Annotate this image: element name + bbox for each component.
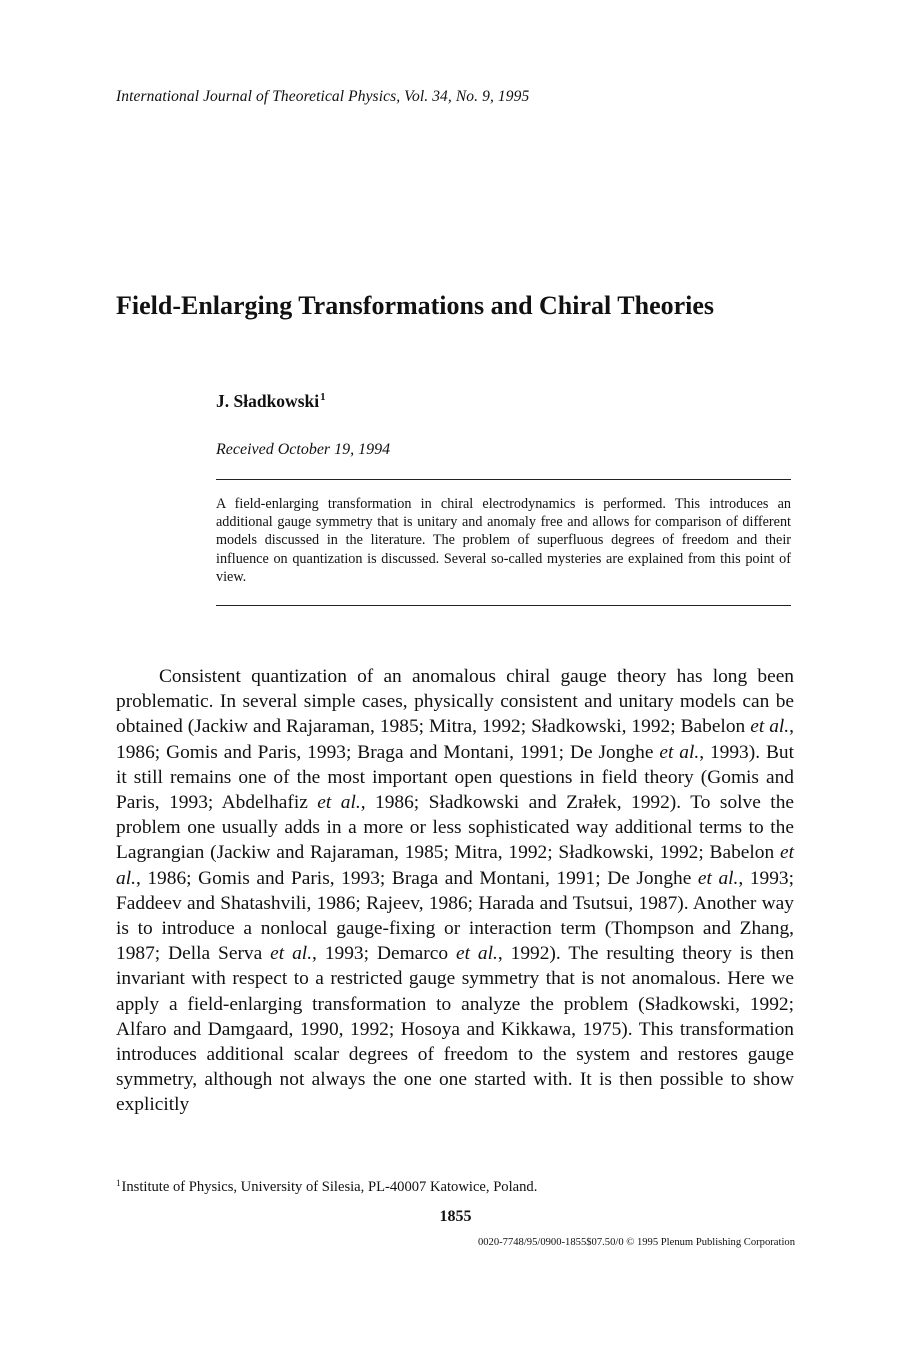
body-italic-segment: et al. bbox=[317, 792, 361, 814]
received-date: Received October 19, 1994 bbox=[216, 441, 391, 458]
author bbox=[216, 391, 326, 412]
footnote-mark: 1 bbox=[116, 1178, 121, 1188]
abstract-top-rule bbox=[216, 479, 791, 480]
body-italic-segment: et al. bbox=[697, 867, 739, 889]
paper-title: Field-Enlarging Transformations and Chiral Theories bbox=[116, 291, 715, 320]
journal-citation: International Journal of Theoretical Physics, Vol. 34, No. 9, 1995 bbox=[116, 88, 530, 105]
footnote bbox=[116, 1178, 537, 1196]
body-text-segment: , 1986; Gomis and Paris, 1993; Braga and Montani, 1991; De Jonghe bbox=[116, 716, 794, 763]
abstract-bottom-rule bbox=[216, 605, 791, 606]
body-text-segment: , 1993; Faddeev and Shatashvili, 1986; Rajeev, 1986; Harada and Tsutsui, 1987). Another way is to introduce a nonlocal gauge-fixing or interaction term (Thompson and Zhang, 1987; Della Serva bbox=[116, 867, 794, 965]
author-name: J. Sładkowski bbox=[216, 391, 320, 411]
body-italic-segment: et al. bbox=[116, 842, 794, 889]
body-text-segment: , 1993). But it still remains one of the most important open questions in field theory (Gomis and Paris, 1993; Abdelhafiz bbox=[116, 741, 794, 814]
copyright-line: 0020-7748/95/0900-1855$07.50/0 © 1995 Plenum Publishing Corporation bbox=[477, 1237, 795, 1248]
body-text-segment: , 1986; Sładkowski and Zrałek, 1992). To solve the problem one usually adds in a more or less sophisticated way additional terms to the Lagrangian (Jackiw and Rajaraman, 1985; Mitra, 1992; Sładkowski, 1992; Babelon bbox=[116, 792, 794, 864]
author-footnote-mark: 1 bbox=[320, 391, 326, 403]
body-italic-segment: et al. bbox=[270, 943, 313, 965]
body-italic-segment: et al. bbox=[659, 741, 700, 763]
abstract: A field-enlarging transformation in chiral electrodynamics is performed. This introduces an additional gauge symmetry that is unitary and anomaly free and allows for comparison of different models discussed in the literature. The problem of superfluous degrees of freedom and their influence on quantization is discussed. Several so-called mysteries are explained from this point of view. bbox=[216, 496, 791, 585]
body-italic-segment: et al. bbox=[455, 943, 498, 965]
body-paragraph bbox=[116, 664, 794, 1118]
body-text-segment: , 1992). The resulting theory is then invariant with respect to a restricted gauge symmetry that is not anomalous. Here we apply a field-enlarging transformation to analyze the problem (Sładkowski, 1992; Alfaro and Damgaard, 1990, 1992; Hosoya and Kikkawa, 1975). This transformation introduces additional scalar degrees of freedom to the system and restores gauge symmetry, although not always the one one started with. It is then possible to show explicitly bbox=[116, 943, 794, 1116]
body-text-segment: , 1986; Gomis and Paris, 1993; Braga and Montani, 1991; De Jonghe bbox=[135, 867, 698, 889]
body-italic-segment: et al. bbox=[750, 716, 790, 738]
body-text-segment: , 1993; Demarco bbox=[312, 943, 456, 965]
body-text-segment: Consistent quantization of an anomalous chiral gauge theory has long been problematic. In several simple cases, physically consistent and unitary models can be obtained (Jackiw and Rajaraman, 1985; Mitra, 1992; Sładkowski, 1992; Babelon bbox=[116, 666, 794, 738]
page-number: 1855 bbox=[439, 1208, 472, 1225]
footnote-text: Institute of Physics, University of Silesia, PL-40007 Katowice, Poland. bbox=[121, 1179, 538, 1195]
